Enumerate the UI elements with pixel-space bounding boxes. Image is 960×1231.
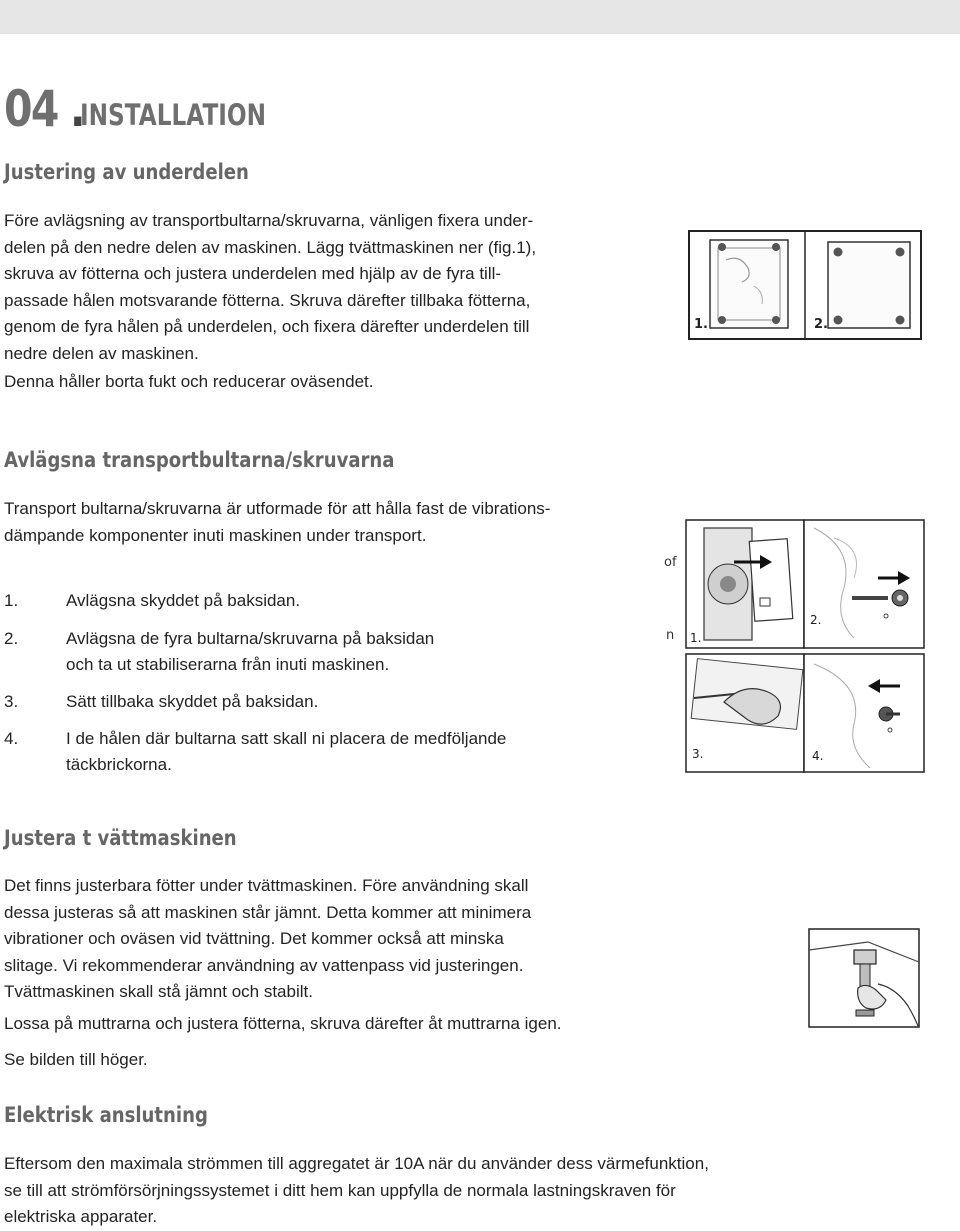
base-adjustment-figure [688, 230, 922, 340]
section-heading-base-adjustment: Justering av underdelen [4, 160, 249, 184]
step-text: Avlägsna de fyra bultarna/skruvarna på baksidan [66, 629, 435, 648]
step-text: täckbrickorna. [66, 755, 172, 774]
text-line: dessa justeras så att maskinen står jämnt. Detta kommer att minimera [4, 902, 532, 922]
text-line: Denna håller borta fukt och reducerar oväsendet. [4, 372, 374, 391]
chapter-title [4, 80, 267, 138]
level-machine-reference [4, 1047, 148, 1074]
step-number: 4. [4, 729, 19, 748]
adjustable-foot-figure [808, 928, 920, 1028]
text-line: Transport bultarna/skruvarna är utformade för att hålla fast de vibrations- [4, 499, 551, 518]
text-line: Eftersom den maximala strömmen till aggregatet är 10A när du använder dess värmefunktion, [4, 1154, 709, 1173]
section-heading-level-machine: Justera t vättmaskinen [4, 826, 237, 850]
text-line: Före avlägsning av transportbultarna/skruvarna, vänligen fixera under- [4, 211, 534, 230]
text-line: se till att strömförsörjningssystemet i ditt hem kan uppfylla de normala lastningskraven för [4, 1180, 676, 1200]
text-line: passade hålen motsvarande fötterna. Skruva därefter tillbaka fötterna, [4, 290, 531, 310]
text-line: elektriska apparater. [4, 1207, 158, 1226]
section-heading-transport-bolts: Avlägsna transportbultarna/skruvarna [4, 448, 395, 472]
step-text: I de hålen där bultarna satt skall ni placera de medföljande [66, 729, 507, 748]
figure-label: 2. [810, 613, 822, 627]
text-line: Tvättmaskinen skall stå jämnt och stabilt. [4, 982, 313, 1001]
figure-label: 2. [814, 317, 828, 332]
figure-label: 4. [812, 749, 824, 763]
chapter-number: 04 [4, 80, 58, 138]
text-line: skruva av fötterna och justera underdelen med hjälp av de fyra till- [4, 264, 502, 283]
figure-fragment: n [666, 628, 675, 643]
figure-label: 1. [694, 317, 708, 332]
text-line: Se bilden till höger. [4, 1050, 148, 1069]
section-heading-electrical: Elektrisk anslutning [4, 1103, 208, 1127]
top-bar [0, 0, 960, 34]
text-line: Lossa på muttrarna och justera fötterna, skruva därefter åt muttrarna igen. [4, 1014, 562, 1033]
text-line: slitage. Vi rekommenderar användning av vattenpass vid justeringen. [4, 955, 524, 975]
text-line: nedre delen av maskinen. [4, 343, 199, 363]
text-line: delen på den nedre delen av maskinen. Lägg tvättmaskinen ner (fig.1), [4, 237, 537, 257]
transport-bolts-figure [664, 518, 926, 774]
level-machine-instruction [4, 1011, 562, 1038]
figure-label: 1. [690, 631, 702, 645]
step-text: Sätt tillbaka skyddet på baksidan. [66, 692, 319, 711]
step-number: 3. [4, 692, 19, 711]
figure-fragment: of [664, 555, 677, 570]
step-text: Avlägsna skyddet på baksidan. [66, 591, 301, 610]
transport-bolts-intro [4, 496, 550, 549]
base-adjustment-paragraph [4, 208, 536, 367]
step-number: 2. [4, 629, 19, 648]
text-line: genom de fyra hålen på underdelen, och fixera därefter underdelen till [4, 317, 530, 336]
step-number: 1. [4, 591, 19, 610]
electrical-paragraph [4, 1151, 709, 1231]
text-line: Det finns justerbara fötter under tvättmaskinen. Före användning skall [4, 876, 529, 895]
chapter-dot: . [69, 80, 84, 138]
text-line: vibrationer och oväsen vid tvättning. Det kommer också att minska [4, 929, 504, 948]
figure-label: 3. [692, 747, 704, 761]
level-machine-paragraph [4, 873, 531, 1006]
text-line: dämpande komponenter inuti maskinen under transport. [4, 525, 427, 545]
step-text: och ta ut stabiliserarna från inuti maskinen. [66, 655, 390, 674]
moisture-note [4, 369, 374, 396]
chapter-name: INSTALLATION [80, 98, 267, 132]
